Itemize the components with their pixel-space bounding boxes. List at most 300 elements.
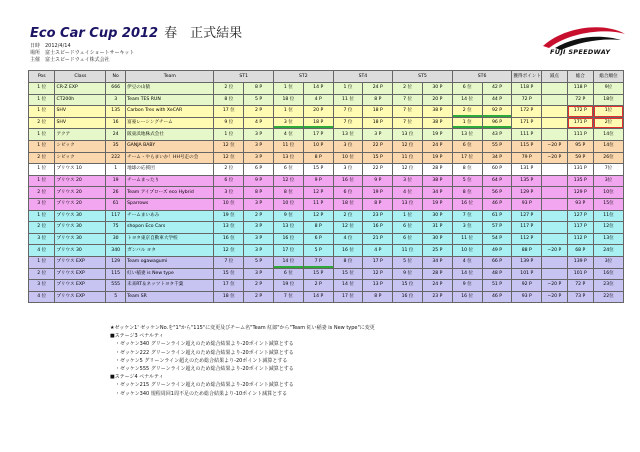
cell-no: 61	[106, 198, 126, 210]
cell-st5-rank: 2 位	[393, 83, 423, 95]
cell-points: 129 P	[512, 187, 542, 199]
cell-st5-rank: 7 位	[393, 106, 423, 118]
cell-st2-points: 14 P	[303, 291, 333, 303]
cell-pos: 1 位	[29, 175, 55, 187]
table-row	[29, 187, 624, 199]
table-row	[29, 94, 624, 106]
cell-overall-rank: 12位	[594, 222, 624, 234]
cell-st5-points: 34 P	[422, 187, 452, 199]
cell-class: シビック	[55, 152, 106, 164]
cell-team: shopon Eco Cars	[126, 222, 214, 234]
table-row	[29, 83, 624, 95]
cell-st1-rank: 2 位	[214, 164, 244, 176]
cell-total: 131 P	[567, 164, 593, 176]
cell-st4-points: 16 P	[363, 222, 393, 234]
cell-st5-points: 23 P	[422, 291, 452, 303]
cell-st6-points: 92 P	[482, 106, 512, 118]
cell-no: 115	[106, 268, 126, 280]
cell-st2-rank: 8 位	[274, 187, 304, 199]
cell-st6-rank: 9 位	[452, 280, 482, 292]
cell-team: トヨタ東京自動車大学校	[126, 233, 214, 245]
cell-st1-rank: 13 位	[214, 222, 244, 234]
notes-block	[110, 324, 375, 398]
cell-st4-points: 18 P	[363, 106, 393, 118]
cell-st4-points: 21 P	[363, 233, 393, 245]
cell-st1-points: 8 P	[244, 83, 274, 95]
cell-team: 未来RT＆ネッツトヨタ千葉	[126, 280, 214, 292]
cell-st5-points: 25 P	[422, 245, 452, 257]
cell-overall-rank: 15位	[594, 198, 624, 210]
cell-no: 129	[106, 256, 126, 268]
cell-st1-points: 2 P	[244, 291, 274, 303]
cell-st6-rank: 6 位	[452, 83, 482, 95]
note-line: ・ゼッケン222 グリーンライン超えのため総合結果より-20ポイント減算とする	[110, 349, 294, 356]
cell-overall-rank: 23位	[594, 280, 624, 292]
cell-st5-points: 34 P	[422, 256, 452, 268]
note-line: ★ゼッケン1' ゼッケンNo.を"1"から"115"に変更及びチーム名"Team 紅郎"から"Team 紅い稲妻 is New type"に変更	[110, 325, 375, 331]
cell-st1-points: 2 P	[244, 210, 274, 222]
cell-points: 115 P	[512, 140, 542, 152]
cell-st5-points: 24 P	[422, 280, 452, 292]
cell-st1-rank: 16 位	[214, 233, 244, 245]
cell-total: 95 P	[567, 140, 593, 152]
col-st5: ST5	[393, 71, 453, 83]
cell-overall-rank: 1位	[594, 106, 624, 118]
cell-total: 139 P	[567, 256, 593, 268]
cell-points: 93 P	[512, 291, 542, 303]
cell-points: 117 P	[512, 222, 542, 234]
cell-overall-rank: 22位	[594, 291, 624, 303]
table-row	[29, 129, 624, 141]
cell-st5-points: 24 P	[422, 140, 452, 152]
cell-pos: 1 位	[29, 210, 55, 222]
cell-st1-rank: 15 位	[214, 268, 244, 280]
cell-st5-points: 38 P	[422, 106, 452, 118]
cell-team: 地球の応援団	[126, 164, 214, 176]
page-title	[30, 22, 242, 41]
cell-total: 101 P	[567, 268, 593, 280]
table-row	[29, 106, 624, 118]
cell-team: Sparrows	[126, 198, 214, 210]
cell-no: 26	[106, 187, 126, 199]
cell-st6-rank: 10 位	[452, 245, 482, 257]
cell-st2-points: 10 P	[303, 140, 333, 152]
cell-deduction	[542, 106, 567, 118]
cell-st1-points: 3 P	[244, 268, 274, 280]
cell-overall-rank: 14位	[594, 129, 624, 141]
cell-st4-rank: 6 位	[333, 187, 363, 199]
cell-st1-points: 8 P	[244, 187, 274, 199]
cell-team: 阪東浜地株式会社	[126, 129, 214, 141]
cell-no: 222	[106, 152, 126, 164]
cell-points: 172 P	[512, 106, 542, 118]
cell-team: Team ogawagumi	[126, 256, 214, 268]
cell-st1-rank: 17 位	[214, 106, 244, 118]
cell-st4-points: 15 P	[363, 152, 393, 164]
cell-st5-rank: 5 位	[393, 256, 423, 268]
cell-overall-rank: 11位	[594, 210, 624, 222]
cell-team: チームまったり	[126, 175, 214, 187]
cell-st2-rank: 1 位	[274, 106, 304, 118]
cell-no: 1	[106, 164, 126, 176]
cell-st2-points: 20 P	[303, 106, 333, 118]
cell-st1-rank: 12 位	[214, 152, 244, 164]
cell-pos: 2 位	[29, 117, 55, 129]
cell-st6-points: 57 P	[482, 222, 512, 234]
cell-total: 73 P	[567, 291, 593, 303]
cell-st4-rank: 11 位	[333, 94, 363, 106]
cell-points: 79 P	[512, 152, 542, 164]
note-line: ・ゼッケン5 グリーンライン超えのため総合結果より-20ポイント減算とする	[110, 357, 288, 364]
cell-st2-rank: 16 位	[274, 233, 304, 245]
cell-total: 72 P	[567, 280, 593, 292]
cell-st4-rank: 12 位	[333, 222, 363, 234]
cell-pos: 2 位	[29, 268, 55, 280]
cell-st1-rank: 3 位	[214, 187, 244, 199]
col-team: Team	[126, 71, 214, 83]
event-meta	[30, 43, 134, 64]
cell-st2-points: 8 P	[303, 152, 333, 164]
cell-pos: 2 位	[29, 222, 55, 234]
cell-st4-rank: 2 位	[333, 210, 363, 222]
cell-st6-points: 64 P	[482, 175, 512, 187]
cell-points: 92 P	[512, 280, 542, 292]
cell-class: プリウス 30	[55, 233, 106, 245]
cell-st6-points: 66 P	[482, 256, 512, 268]
cell-class: シビック	[55, 140, 106, 152]
cell-no: 666	[106, 83, 126, 95]
cell-st4-rank: 17 位	[333, 291, 363, 303]
cell-class: プリウス EXP	[55, 291, 106, 303]
cell-st4-rank: 15 位	[333, 268, 363, 280]
cell-st5-rank: 16 位	[393, 291, 423, 303]
table-row	[29, 256, 624, 268]
cell-total: 59 P	[567, 152, 593, 164]
col-class: Class	[55, 71, 106, 83]
cell-st6-points: 46 P	[482, 198, 512, 210]
cell-team: Carbon Tres with XeCAR	[126, 106, 214, 118]
cell-class: プリウス 20	[55, 175, 106, 187]
cell-class: SHV	[55, 106, 106, 118]
cell-st2-points: 7 P	[303, 256, 333, 268]
cell-overall-rank: 24位	[594, 245, 624, 257]
cell-st5-rank: 6 位	[393, 233, 423, 245]
cell-st4-points: 12 P	[363, 268, 393, 280]
cell-overall-rank: 3位	[594, 175, 624, 187]
cell-overall-rank: 9位	[594, 83, 624, 95]
note-line: ■ステージ3 ペナルティ	[110, 333, 164, 340]
cell-st4-rank: 7 位	[333, 117, 363, 129]
cell-team: 伊豆の山猿	[126, 83, 214, 95]
cell-st5-points: 19 P	[422, 152, 452, 164]
cell-pos: 1 位	[29, 256, 55, 268]
cell-st2-rank: 11 位	[274, 140, 304, 152]
cell-deduction: −20 P	[542, 245, 567, 257]
cell-st1-points: 6 P	[244, 164, 274, 176]
cell-st1-points: 5 P	[244, 94, 274, 106]
cell-st2-rank: 14 位	[274, 256, 304, 268]
cell-class: プリウス 10	[55, 164, 106, 176]
cell-st5-rank: 13 位	[393, 198, 423, 210]
cell-st4-rank: 7 位	[333, 106, 363, 118]
table-row	[29, 222, 624, 234]
cell-st1-rank: 18 位	[214, 291, 244, 303]
cell-st2-rank: 12 位	[274, 175, 304, 187]
cell-st1-points: 3 P	[244, 233, 274, 245]
cell-total: 172 P	[567, 106, 593, 118]
cell-class: プリウス 30	[55, 222, 106, 234]
cell-points: 171 P	[512, 117, 542, 129]
table-row	[29, 140, 624, 152]
cell-st5-rank: 13 位	[393, 129, 423, 141]
cell-st4-points: 8 P	[363, 198, 393, 210]
cell-deduction	[542, 222, 567, 234]
cell-st6-rank: 16 位	[452, 291, 482, 303]
cell-st5-rank: 4 位	[393, 187, 423, 199]
cell-st4-points: 17 P	[363, 256, 393, 268]
cell-st4-points: 18 P	[363, 117, 393, 129]
cell-st6-points: 55 P	[482, 140, 512, 152]
cell-st4-points: 23 P	[363, 210, 393, 222]
cell-st5-rank: 7 位	[393, 94, 423, 106]
cell-total: 171 P	[567, 117, 593, 129]
cell-st6-points: 48 P	[482, 268, 512, 280]
cell-st1-points: 5 P	[244, 256, 274, 268]
note-line: ・ゼッケン340 グリーンライン超えのため総合結果より-20ポイント減算とする	[110, 341, 294, 348]
cell-st4-rank: 3 位	[333, 140, 363, 152]
cell-deduction	[542, 83, 567, 95]
cell-st2-points: 12 P	[303, 210, 333, 222]
cell-overall-rank: 13位	[594, 233, 624, 245]
cell-overall-rank: 16位	[594, 268, 624, 280]
table-row	[29, 233, 624, 245]
table-row	[29, 175, 624, 187]
cell-no: 30	[106, 233, 126, 245]
cell-st4-points: 19 P	[363, 187, 393, 199]
cell-total: 68 P	[567, 245, 593, 257]
cell-no: 16	[106, 117, 126, 129]
cell-st4-rank: 16 位	[333, 245, 363, 257]
cell-st6-points: 61 P	[482, 210, 512, 222]
cell-points: 111 P	[512, 129, 542, 141]
cell-st4-points: 13 P	[363, 280, 393, 292]
table-row	[29, 117, 624, 129]
cell-st5-rank: 11 位	[393, 245, 423, 257]
cell-st2-points: 14 P	[303, 83, 333, 95]
col-no: No	[106, 71, 126, 83]
cell-pos: 3 位	[29, 233, 55, 245]
cell-st2-points: 18 P	[303, 117, 333, 129]
cell-class: プリウス 20	[55, 187, 106, 199]
cell-st5-points: 38 P	[422, 175, 452, 187]
cell-st6-points: 46 P	[482, 291, 512, 303]
cell-st6-rank: 13 位	[452, 129, 482, 141]
col-deduction: 減点	[542, 71, 567, 83]
cell-st2-rank: 9 位	[274, 210, 304, 222]
cell-st1-points: 4 P	[244, 117, 274, 129]
table-row	[29, 164, 624, 176]
cell-no: 19	[106, 175, 126, 187]
cell-points: 139 P	[512, 256, 542, 268]
date-line: 日時 2012/4/14	[30, 43, 71, 49]
cell-deduction	[542, 129, 567, 141]
col-st4: ST4	[333, 71, 393, 83]
cell-overall-rank: 7位	[594, 164, 624, 176]
cell-st1-rank: 12 位	[214, 245, 244, 257]
cell-class: プリウス EXP	[55, 256, 106, 268]
cell-st1-rank: 1 位	[214, 129, 244, 141]
cell-st4-points: 9 P	[363, 175, 393, 187]
cell-st6-points: 60 P	[482, 164, 512, 176]
cell-team: GANJA BABY	[126, 140, 214, 152]
cell-class: アクア	[55, 129, 106, 141]
cell-st5-rank: 3 位	[393, 175, 423, 187]
cell-st2-rank: 19 位	[274, 280, 304, 292]
cell-st4-points: 8 P	[363, 94, 393, 106]
cell-st5-points: 30 P	[422, 83, 452, 95]
note-line: ・ゼッケン340 規程周回1周不足のため総合結果より-10ポイント減算とする	[110, 390, 288, 397]
cell-st1-points: 3 P	[244, 198, 274, 210]
cell-st2-points: 9 P	[303, 175, 333, 187]
cell-deduction: −20 P	[542, 280, 567, 292]
table-header-row	[29, 71, 624, 83]
organizer-line: 主催 富士スピードウェイ株式会社	[30, 57, 110, 63]
cell-st5-points: 38 P	[422, 117, 452, 129]
cell-st2-points: 15 P	[303, 164, 333, 176]
cell-deduction	[542, 117, 567, 129]
cell-st4-points: 22 P	[363, 140, 393, 152]
cell-st6-points: 51 P	[482, 280, 512, 292]
cell-class: プリウス 30	[55, 245, 106, 257]
cell-st4-rank: 14 位	[333, 280, 363, 292]
cell-total: 111 P	[567, 129, 593, 141]
cell-class: CR-Z EXP	[55, 83, 106, 95]
note-line: ■ステージ4 ペナルティ	[110, 374, 164, 381]
logo-text: FUJI SPEEDWAY	[550, 48, 611, 56]
cell-pos: 2 位	[29, 187, 55, 199]
cell-no: 135	[106, 106, 126, 118]
cell-points: 112 P	[512, 233, 542, 245]
cell-deduction: −20 P	[542, 140, 567, 152]
cell-st6-rank: 1 位	[452, 117, 482, 129]
cell-st4-rank: 10 位	[333, 152, 363, 164]
col-st1: ST1	[214, 71, 274, 83]
col-total: 総合	[567, 71, 593, 83]
cell-st1-rank: 6 位	[214, 175, 244, 187]
cell-pos: 3 位	[29, 280, 55, 292]
cell-st4-points: 4 P	[363, 245, 393, 257]
cell-team: 紅い稲妻 is New type	[126, 268, 214, 280]
cell-st4-points: 22 P	[363, 164, 393, 176]
cell-st6-rank: 3 位	[452, 222, 482, 234]
cell-st5-points: 19 P	[422, 198, 452, 210]
col-st6: ST6	[452, 71, 512, 83]
cell-st4-rank: 1 位	[333, 83, 363, 95]
cell-st2-rank: 17 位	[274, 245, 304, 257]
cell-no: 5	[106, 291, 126, 303]
cell-st6-rank: 7 位	[452, 210, 482, 222]
cell-st1-rank: 7 位	[214, 256, 244, 268]
cell-overall-rank: 18位	[594, 94, 624, 106]
cell-total: 118 P	[567, 83, 593, 95]
cell-team: 富豪レーシングチーム	[126, 117, 214, 129]
note-line: ・ゼッケン555 グリーンライン超えのため総合結果より-20ポイント減算とする	[110, 366, 294, 373]
cell-st1-rank: 10 位	[214, 198, 244, 210]
cell-st2-rank: 4 位	[274, 129, 304, 141]
cell-deduction: −20 P	[542, 291, 567, 303]
cell-st5-points: 31 P	[422, 222, 452, 234]
table-row	[29, 280, 624, 292]
col-overall-rank: 総合順位	[594, 71, 624, 83]
cell-st2-points: 15 P	[303, 268, 333, 280]
cell-st5-rank: 12 位	[393, 140, 423, 152]
cell-st6-rank: 14 位	[452, 268, 482, 280]
cell-st5-rank: 9 位	[393, 268, 423, 280]
cell-st6-points: 34 P	[482, 152, 512, 164]
cell-st5-points: 30 P	[422, 233, 452, 245]
cell-pos: 2 位	[29, 152, 55, 164]
table-row	[29, 152, 624, 164]
cell-st1-points: 2 P	[244, 280, 274, 292]
cell-pos: 4 位	[29, 291, 55, 303]
table-row	[29, 210, 624, 222]
cell-no: 340	[106, 245, 126, 257]
cell-points: 88 P	[512, 245, 542, 257]
cell-st6-rank: 14 位	[452, 94, 482, 106]
cell-st2-points: 11 P	[303, 198, 333, 210]
cell-no: 75	[106, 222, 126, 234]
cell-st2-rank: 7 位	[274, 291, 304, 303]
cell-st1-rank: 12 位	[214, 140, 244, 152]
cell-no: 555	[106, 280, 126, 292]
cell-st6-rank: 6 位	[452, 140, 482, 152]
cell-st2-points: 17 P	[303, 129, 333, 141]
cell-pos: 1 位	[29, 140, 55, 152]
cell-st5-points: 30 P	[422, 210, 452, 222]
cell-pos: 1 位	[29, 164, 55, 176]
cell-deduction	[542, 268, 567, 280]
cell-class: プリウス 30	[55, 210, 106, 222]
cell-deduction: −20 P	[542, 152, 567, 164]
cell-st1-points: 3 P	[244, 222, 274, 234]
cell-st2-rank: 13 位	[274, 222, 304, 234]
venue-line: 場所 富士スピードウェイショートサーキット	[30, 50, 135, 56]
title-en: Eco Car Cup 2012	[30, 26, 159, 41]
cell-points: 135 P	[512, 175, 542, 187]
cell-points: 127 P	[512, 210, 542, 222]
cell-st2-points: 4 P	[303, 94, 333, 106]
cell-st6-rank: 16 位	[452, 198, 482, 210]
cell-st5-points: 19 P	[422, 129, 452, 141]
cell-st5-rank: 12 位	[393, 164, 423, 176]
cell-st5-rank: 1 位	[393, 210, 423, 222]
cell-points: 131 P	[512, 164, 542, 176]
table-row	[29, 245, 624, 257]
cell-deduction	[542, 233, 567, 245]
cell-total: 112 P	[567, 233, 593, 245]
note-line: ・ゼッケン215 グリーンライン超えのため総合結果より-20ポイント減算とする	[110, 382, 294, 389]
cell-team: チームまいあみ	[126, 210, 214, 222]
cell-total: 127 P	[567, 210, 593, 222]
cell-st1-points: 3 P	[244, 129, 274, 141]
cell-total: 117 P	[567, 222, 593, 234]
cell-st4-rank: 18 位	[333, 198, 363, 210]
cell-class: SHV	[55, 117, 106, 129]
cell-st1-rank: 19 位	[214, 210, 244, 222]
table-row	[29, 198, 624, 210]
cell-st5-points: 28 P	[422, 164, 452, 176]
cell-st2-rank: 18 位	[274, 94, 304, 106]
